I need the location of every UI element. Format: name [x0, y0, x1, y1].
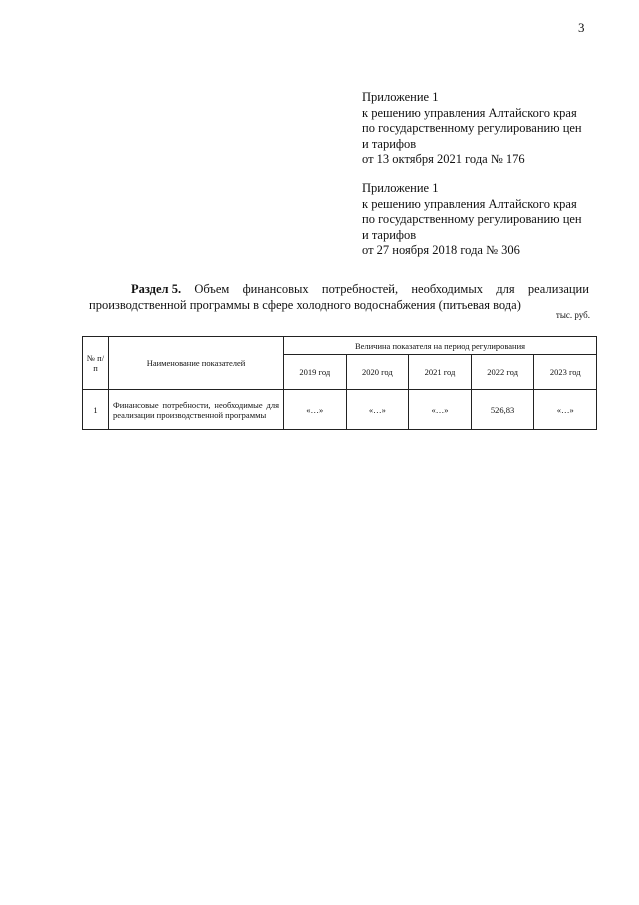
appendix-line: и тарифов: [362, 227, 417, 242]
column-header-year: 2021 год: [409, 355, 472, 390]
row-number: 1: [83, 390, 109, 430]
row-value: «…»: [409, 390, 472, 430]
section-heading: [89, 282, 589, 313]
row-value: «…»: [534, 390, 597, 430]
table-header-row: [83, 337, 597, 355]
column-header-period: Величина показателя на период регулирования: [284, 337, 597, 355]
section-title-word: финансовых: [242, 282, 309, 296]
appendix-original-block: [362, 181, 602, 259]
column-header-number: № п/п: [83, 337, 109, 390]
appendix-line: по государственному регулированию цен: [362, 121, 582, 136]
appendix-line: от 27 ноября 2018 года № 306: [362, 243, 520, 258]
table-row: [83, 390, 597, 430]
column-header-year: 2022 год: [471, 355, 534, 390]
section-label: Раздел 5.: [131, 282, 182, 296]
section-heading-line2: производственной программы в сфере холодного водоснабжения (питьевая вода): [89, 297, 521, 312]
column-header-year: 2020 год: [346, 355, 409, 390]
row-value: «…»: [346, 390, 409, 430]
section-title-word: потребностей,: [321, 282, 399, 296]
row-indicator-name: Финансовые потребности, необходимые для реализации производственной программы: [109, 390, 284, 430]
section-title-word: реализации: [527, 282, 589, 296]
row-value: 526,83: [471, 390, 534, 430]
appendix-line: и тарифов: [362, 136, 417, 151]
section-title-word: для: [496, 282, 515, 296]
units-label: тыс. руб.: [555, 310, 590, 320]
appendix-line: к решению управления Алтайского края: [362, 105, 577, 120]
column-header-year: 2023 год: [534, 355, 597, 390]
section-title-word: необходимых: [411, 282, 483, 296]
appendix-line: Приложение 1: [362, 181, 439, 195]
column-header-year: 2019 год: [284, 355, 347, 390]
appendix-line: Приложение 1: [362, 90, 439, 104]
appendix-line: по государственному регулированию цен: [362, 212, 582, 227]
financial-needs-table: [82, 336, 597, 430]
section-title-word: Объем: [194, 282, 230, 296]
appendix-line: от 13 октября 2021 года № 176: [362, 152, 525, 167]
appendix-line: к решению управления Алтайского края: [362, 196, 577, 211]
section-heading-line1: [89, 282, 589, 298]
column-header-name: Наименование показателей: [109, 337, 284, 390]
page-number: 3: [578, 20, 585, 35]
appendix-current-block: [362, 90, 602, 168]
row-value: «…»: [284, 390, 347, 430]
